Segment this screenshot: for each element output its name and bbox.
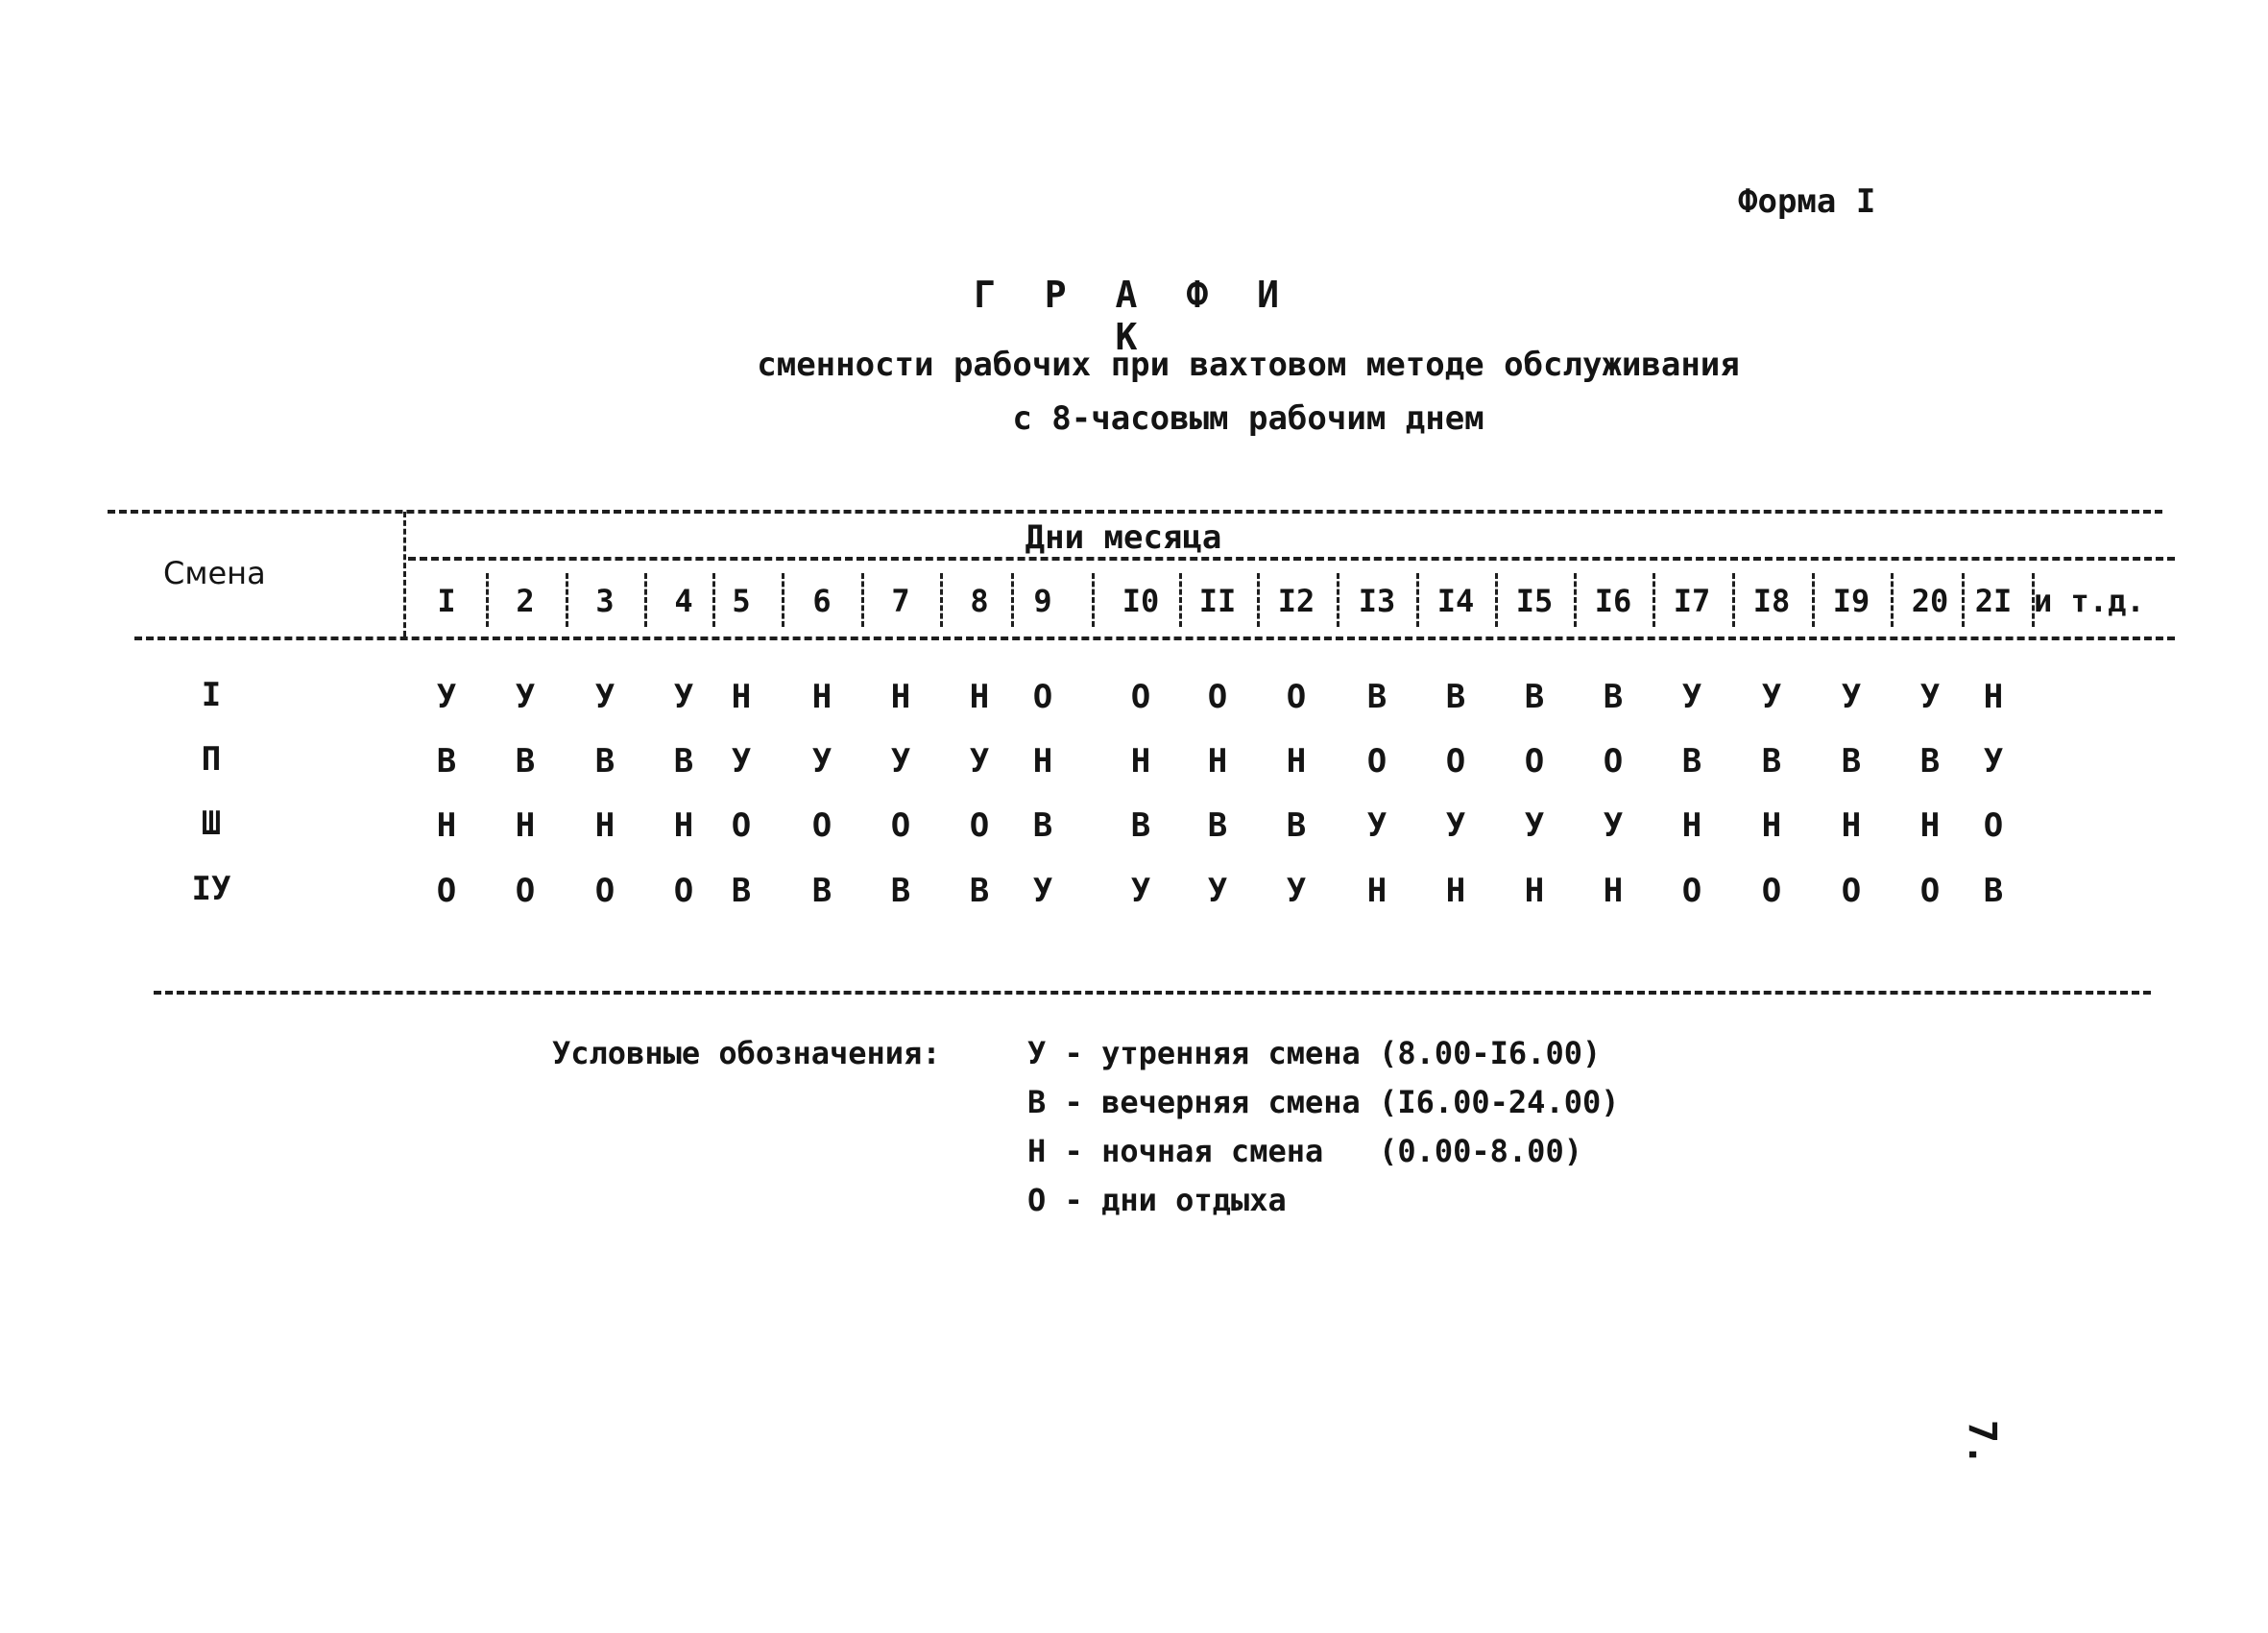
day-header-cell: 4 xyxy=(674,583,693,619)
day-header-cell: 3 xyxy=(595,583,615,619)
shift-cell: Н xyxy=(515,806,536,845)
shift-cell: Н xyxy=(436,806,457,845)
shift-label: П xyxy=(201,740,222,779)
shift-cell: О xyxy=(731,806,752,845)
shift-cell: Н xyxy=(731,678,752,716)
shift-cell: Н xyxy=(969,678,990,716)
legend-item-days-off: О - дни отдыха xyxy=(1027,1182,1287,1218)
header-left-divider xyxy=(403,512,406,636)
day-header-cell: I5 xyxy=(1515,583,1554,619)
shift-cell: В xyxy=(731,872,752,910)
shift-cell: В xyxy=(890,872,911,910)
subtitle-line-2: с 8-часовым рабочим днем xyxy=(1012,399,1484,438)
shift-cell: Н xyxy=(1207,742,1228,780)
shift-label: IУ xyxy=(191,870,231,908)
day-header-cell: 8 xyxy=(970,583,989,619)
shift-cell: Н xyxy=(1524,872,1545,910)
shift-cell: В xyxy=(1603,678,1624,716)
shift-cell: О xyxy=(1983,806,2004,845)
shift-label: I xyxy=(201,676,222,714)
shift-cell: У xyxy=(1983,742,2004,780)
day-column-divider xyxy=(486,573,489,627)
shift-cell: В xyxy=(594,742,615,780)
shift-cell: У xyxy=(1032,872,1053,910)
shift-cell: У xyxy=(1366,806,1387,845)
shift-cell: В xyxy=(811,872,832,910)
day-header-cell: 7 xyxy=(891,583,910,619)
document-title: Г Р А Ф И К xyxy=(974,274,1292,358)
shift-cell: В xyxy=(1681,742,1702,780)
day-column-divider xyxy=(782,573,784,627)
shift-cell: О xyxy=(1207,678,1228,716)
shift-cell: У xyxy=(1761,678,1782,716)
page-number: 7. xyxy=(1960,1419,2005,1467)
shift-cell: В xyxy=(1524,678,1545,716)
shift-cell: О xyxy=(1445,742,1466,780)
shift-cell: В xyxy=(969,872,990,910)
day-column-divider xyxy=(1812,573,1815,627)
day-header-cell: 5 xyxy=(732,583,751,619)
shift-cell: О xyxy=(1681,872,1702,910)
shift-cell: В xyxy=(1983,872,2004,910)
day-column-divider xyxy=(940,573,943,627)
shift-cell: В xyxy=(1032,806,1053,845)
shift-cell: В xyxy=(1366,678,1387,716)
day-header-cell: I2 xyxy=(1277,583,1315,619)
shift-cell: О xyxy=(969,806,990,845)
legend-item-evening: В - вечерняя смена (I6.00-24.00) xyxy=(1027,1084,1620,1120)
shift-cell: У xyxy=(1130,872,1151,910)
day-header-cell: I6 xyxy=(1594,583,1632,619)
day-header-cell: 2 xyxy=(516,583,535,619)
day-header-cell: I3 xyxy=(1358,583,1396,619)
shift-cell: У xyxy=(673,678,694,716)
shift-cell: У xyxy=(969,742,990,780)
day-column-divider xyxy=(712,573,715,627)
shift-cell: О xyxy=(1761,872,1782,910)
day-header-cell: I xyxy=(437,583,456,619)
shift-cell: Н xyxy=(1841,806,1862,845)
day-header-cell: 6 xyxy=(812,583,832,619)
day-column-divider xyxy=(1011,573,1014,627)
shift-cell: В xyxy=(436,742,457,780)
document-subtitle xyxy=(576,338,1920,445)
shift-cell: В xyxy=(1130,806,1151,845)
day-column-divider xyxy=(861,573,864,627)
shift-cell: В xyxy=(1761,742,1782,780)
table-bottom-rule xyxy=(154,991,2151,995)
shift-cell: О xyxy=(1919,872,1941,910)
day-column-divider xyxy=(1574,573,1577,627)
shift-cell: О xyxy=(673,872,694,910)
shift-cell: В xyxy=(1207,806,1228,845)
shift-cell: У xyxy=(890,742,911,780)
day-column-divider xyxy=(1891,573,1894,627)
shift-cell: О xyxy=(1286,678,1307,716)
day-header-cell: I4 xyxy=(1436,583,1475,619)
shift-cell: В xyxy=(1919,742,1941,780)
shift-column-header: Смена xyxy=(163,555,266,591)
shift-cell: У xyxy=(1841,678,1862,716)
shift-cell: У xyxy=(436,678,457,716)
shift-cell: Н xyxy=(673,806,694,845)
shift-cell: В xyxy=(673,742,694,780)
legend-caption: Условные обозначения: xyxy=(552,1035,941,1071)
day-header-cell: I8 xyxy=(1752,583,1791,619)
day-column-divider xyxy=(1732,573,1735,627)
day-column-divider xyxy=(566,573,568,627)
shift-cell: О xyxy=(1603,742,1624,780)
shift-cell: О xyxy=(1130,678,1151,716)
day-column-divider xyxy=(1257,573,1260,627)
shift-cell: Н xyxy=(1603,872,1624,910)
shift-cell: У xyxy=(1919,678,1941,716)
day-header-cell: I7 xyxy=(1673,583,1711,619)
day-header-cell: 9 xyxy=(1033,583,1052,619)
shift-cell: О xyxy=(890,806,911,845)
shift-cell: У xyxy=(594,678,615,716)
shift-label: Ш xyxy=(201,804,222,843)
day-header-cell: 2I xyxy=(1974,583,2013,619)
shift-cell: Н xyxy=(811,678,832,716)
etc-label: и т.д. xyxy=(2034,583,2145,619)
shift-cell: Н xyxy=(1286,742,1307,780)
shift-cell: У xyxy=(1681,678,1702,716)
shift-cell: У xyxy=(515,678,536,716)
day-column-divider xyxy=(1337,573,1339,627)
shift-cell: О xyxy=(1841,872,1862,910)
shift-cell: Н xyxy=(1761,806,1782,845)
day-column-divider xyxy=(1495,573,1498,627)
shift-cell: Н xyxy=(1983,678,2004,716)
shift-cell: О xyxy=(594,872,615,910)
shift-cell: Н xyxy=(1366,872,1387,910)
days-of-month-header: Дни месяца xyxy=(1025,518,1222,557)
shift-cell: О xyxy=(1032,678,1053,716)
day-column-divider xyxy=(1653,573,1655,627)
shift-cell: В xyxy=(1445,678,1466,716)
header-bottom-rule xyxy=(134,636,2175,640)
shift-cell: У xyxy=(1207,872,1228,910)
shift-cell: В xyxy=(1841,742,1862,780)
shift-cell: Н xyxy=(1032,742,1053,780)
days-header-rule xyxy=(408,557,2175,561)
form-label: Форма I xyxy=(1738,182,1876,221)
shift-cell: В xyxy=(515,742,536,780)
shift-cell: У xyxy=(1286,872,1307,910)
day-column-divider xyxy=(644,573,647,627)
legend-item-night: Н - ночная смена (0.00-8.00) xyxy=(1027,1133,1582,1169)
shift-cell: О xyxy=(436,872,457,910)
day-header-cell: I0 xyxy=(1122,583,1160,619)
day-header-cell: 20 xyxy=(1911,583,1949,619)
day-header-cell: I9 xyxy=(1832,583,1870,619)
shift-cell: Н xyxy=(1445,872,1466,910)
day-column-divider xyxy=(1416,573,1419,627)
shift-cell: У xyxy=(1524,806,1545,845)
shift-cell: У xyxy=(1445,806,1466,845)
shift-cell: О xyxy=(1366,742,1387,780)
shift-cell: О xyxy=(811,806,832,845)
subtitle-line-1: сменности рабочих при вахтовом методе обслуживания xyxy=(757,346,1740,384)
shift-cell: Н xyxy=(1919,806,1941,845)
shift-cell: Н xyxy=(594,806,615,845)
shift-cell: У xyxy=(731,742,752,780)
shift-cell: Н xyxy=(890,678,911,716)
shift-cell: Н xyxy=(1130,742,1151,780)
day-column-divider xyxy=(1092,573,1095,627)
shift-cell: У xyxy=(1603,806,1624,845)
shift-cell: У xyxy=(811,742,832,780)
shift-cell: В xyxy=(1286,806,1307,845)
shift-cell: Н xyxy=(1681,806,1702,845)
shift-cell: О xyxy=(515,872,536,910)
day-column-divider xyxy=(1962,573,1965,627)
day-column-divider xyxy=(1179,573,1182,627)
shift-cell: О xyxy=(1524,742,1545,780)
legend-item-morning: У - утренняя смена (8.00-I6.00) xyxy=(1027,1035,1602,1071)
table-top-rule xyxy=(108,510,2162,514)
day-header-cell: II xyxy=(1198,583,1237,619)
